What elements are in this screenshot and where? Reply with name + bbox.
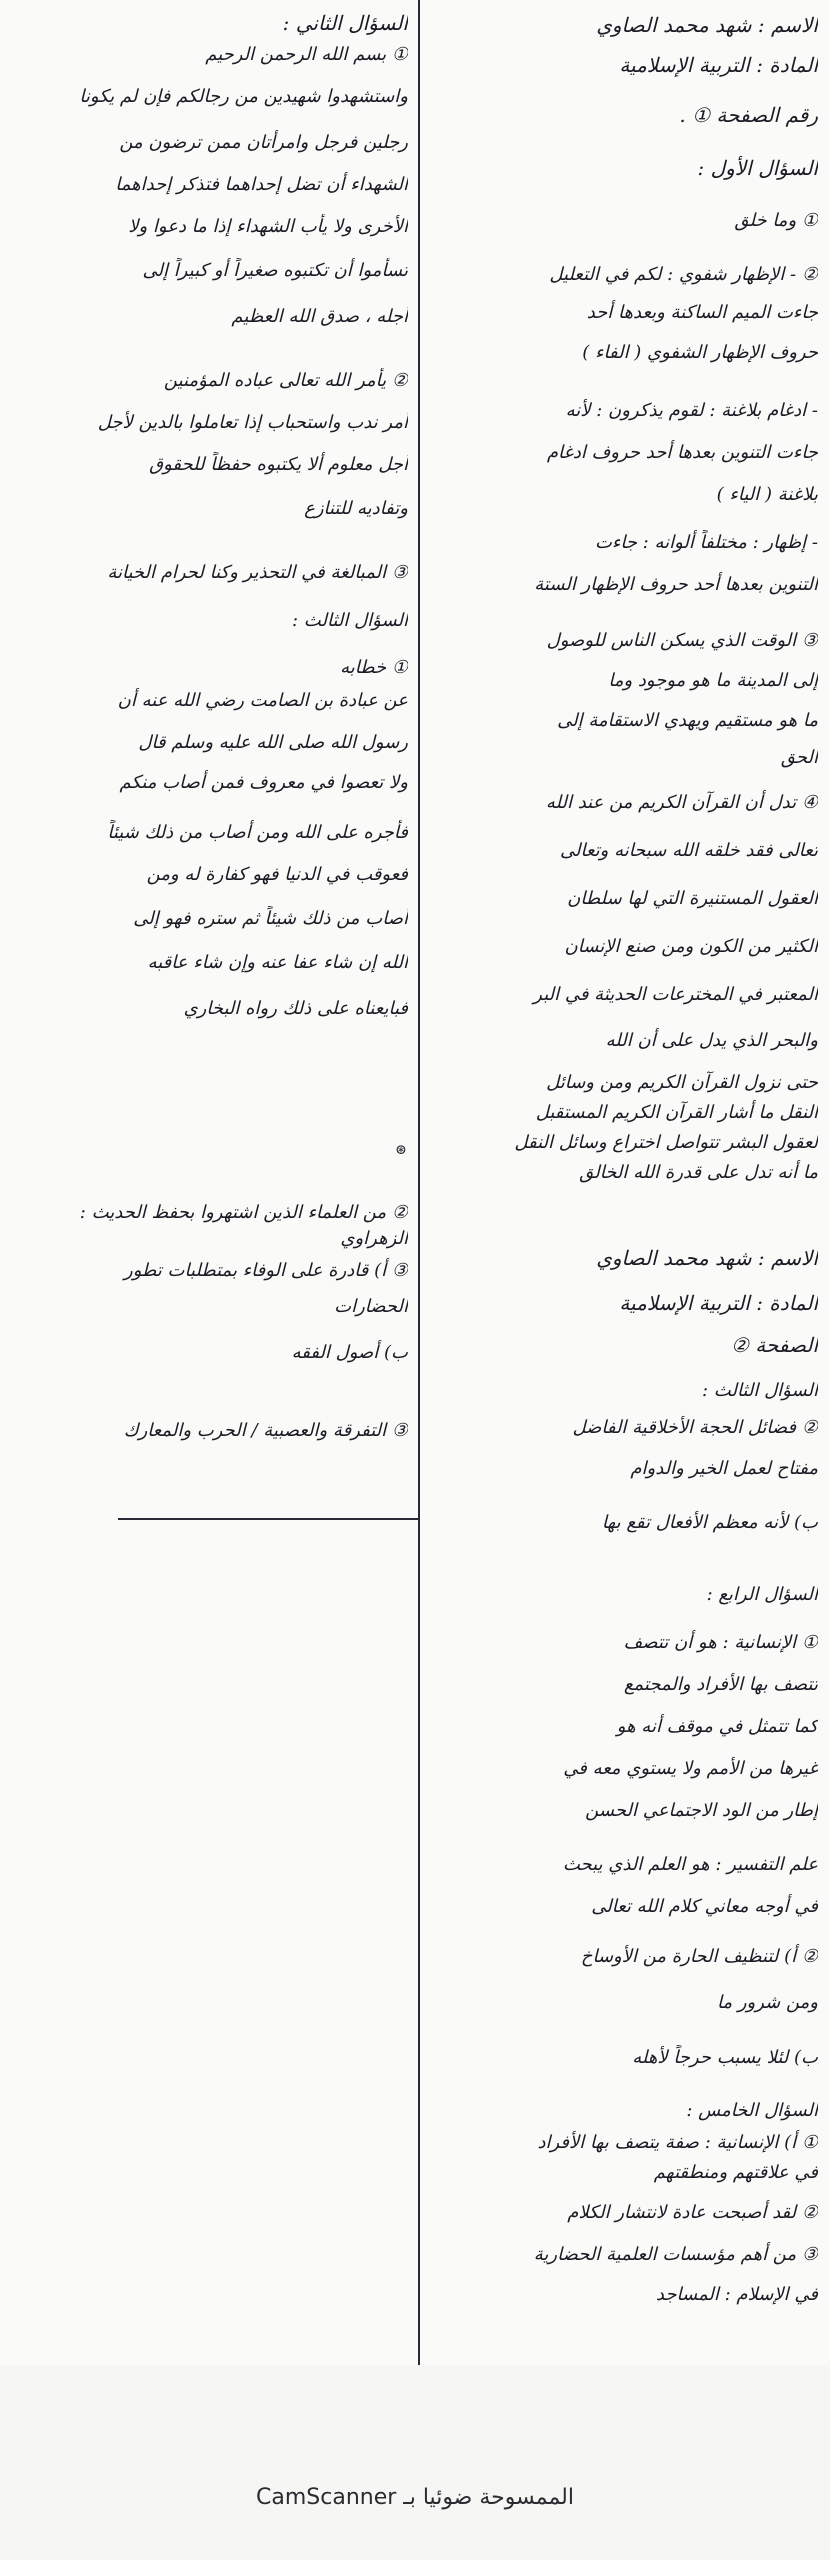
- handwritten-line: حروف الإظهار الشفوي ( الفاء ): [582, 342, 818, 363]
- handwritten-line: ب) أصول الفقه: [291, 1342, 408, 1363]
- handwritten-line: العقول المستنيرة التي لها سلطان: [567, 888, 818, 909]
- handwritten-line: التنوين بعدها أحد حروف الإظهار الستة: [534, 574, 818, 595]
- handwritten-line: لعقول البشر تتواصل اختراع وسائل النقل: [514, 1132, 818, 1153]
- handwritten-line: وتفاديه للتنازع: [304, 498, 408, 519]
- handwritten-line: الحق: [780, 747, 818, 768]
- handwritten-line: رقم الصفحة ① .: [679, 103, 818, 127]
- page-mark-icon: ⊛: [395, 1142, 407, 1158]
- handwritten-line: ب) لئلا يسبب حرجاً لأهله: [632, 2047, 818, 2068]
- handwritten-line: أجله ، صدق الله العظيم: [231, 306, 408, 327]
- handwritten-line: تعالى فقد خلقه الله سبحانه وتعالى: [559, 840, 818, 861]
- handwritten-line: ومن شرور ما: [716, 1992, 818, 2013]
- handwritten-line: تسأموا أن تكتبوه صغيراً أو كبيراً إلى: [142, 260, 408, 281]
- handwritten-line: ④ تدل أن القرآن الكريم من عند الله: [545, 792, 818, 813]
- handwritten-line: بلاغنة ( الياء ): [716, 484, 818, 505]
- handwritten-line: في علاقتهم ومنطقتهم: [653, 2162, 818, 2183]
- end-rule-line: [118, 1518, 418, 1520]
- handwritten-line: السؤال الثاني :: [282, 11, 408, 35]
- handwritten-line: الاسم : شهد محمد الصاوي: [596, 1246, 818, 1270]
- handwritten-line: رسول الله صلى الله عليه وسلم قال: [138, 732, 408, 753]
- handwritten-line: في أوجه معاني كلام الله تعالى: [591, 1896, 818, 1917]
- handwritten-line: إلى المدينة ما هو موجود وما: [608, 670, 818, 691]
- column-divider: [418, 0, 420, 2365]
- handwritten-line: ③ أ) قادرة على الوفاء بمتطلبات تطور: [124, 1260, 408, 1281]
- handwritten-line: ③ الوقت الذي يسكن الناس للوصول: [546, 630, 818, 651]
- handwritten-line: ① خطابه: [340, 657, 408, 678]
- handwritten-line: جاءت الميم الساكنة وبعدها أحد: [586, 302, 818, 323]
- handwritten-line: والبحر الذي يدل على أن الله: [605, 1030, 818, 1051]
- handwritten-line: ① الإنسانية : هو أن تتصف: [623, 1632, 818, 1653]
- handwritten-line: ① بسم الله الرحمن الرحيم: [205, 44, 408, 65]
- handwritten-line: فأجره على الله ومن أصاب من ذلك شيئاً: [107, 822, 408, 843]
- left-column: [8, 0, 408, 2365]
- handwritten-line: السؤال الأول :: [697, 156, 818, 180]
- handwritten-line: ما أنه تدل على قدرة الله الخالق: [579, 1162, 818, 1183]
- handwritten-line: ③ المبالغة في التحذير وكنا لحرام الخيانة: [107, 562, 408, 583]
- handwritten-line: فعوقب في الدنيا فهو كفارة له ومن: [146, 864, 408, 885]
- handwritten-line: - إظهار : مختلفاً ألوانه : جاءت: [594, 532, 818, 553]
- handwritten-line: ② فضائل الحجة الأخلاقية الفاضل: [572, 1417, 818, 1438]
- handwritten-line: تتصف بها الأفراد والمجتمع: [623, 1674, 818, 1695]
- handwritten-line: ولا تعصوا في معروف فمن أصاب منكم: [119, 772, 408, 793]
- handwritten-line: أمر ندب واستحباب إذا تعاملوا بالدين لأجل: [97, 412, 408, 433]
- handwritten-line: فبايعناه على ذلك رواه البخاري: [183, 998, 408, 1019]
- handwritten-line: الحضارات: [334, 1296, 408, 1317]
- handwritten-line: أصاب من ذلك شيئاً ثم ستره فهو إلى: [133, 908, 408, 929]
- handwritten-line: - ادغام بلاغنة : لقوم يذكرون : لأنه: [565, 400, 818, 421]
- right-column: [428, 0, 818, 2365]
- scanner-watermark: الممسوحة ضوئيا بـ CamScanner: [256, 2485, 574, 2510]
- handwritten-line: ② أ) لتنظيف الحارة من الأوساخ: [580, 1946, 818, 1967]
- handwritten-line: الشهداء أن تضل إحداهما فتذكر إحداهما: [115, 174, 408, 195]
- handwritten-line: الصفحة ②: [730, 1333, 818, 1357]
- handwritten-line: علم التفسير : هو العلم الذي يبحث: [562, 1854, 818, 1875]
- handwritten-line: ② - الإظهار شفوي : لكم في التعليل: [549, 264, 818, 285]
- handwritten-line: حتى نزول القرآن الكريم ومن وسائل: [546, 1072, 818, 1093]
- handwritten-line: رجلين فرجل وامرأتان ممن ترضون من: [119, 132, 408, 153]
- handwritten-line: كما تتمثل في موقف أنه هو: [616, 1716, 818, 1737]
- handwritten-line: ما هو مستقيم ويهدي الاستقامة إلى: [557, 710, 818, 731]
- handwritten-line: غيرها من الأمم ولا يستوي معه في: [563, 1758, 818, 1779]
- handwritten-line: ③ من أهم مؤسسات العلمية الحضارية: [533, 2244, 818, 2265]
- handwritten-line: جاءت التنوين بعدها أحد حروف ادغام: [546, 442, 818, 463]
- handwritten-line: الأخرى ولا يأب الشهداء إذا ما دعوا ولا: [128, 216, 408, 237]
- handwritten-line: مفتاح لعمل الخير والدوام: [630, 1458, 818, 1479]
- handwritten-line: أجل معلوم ألا يكتبوه حفظاً للحقوق: [149, 454, 408, 475]
- handwritten-line: المادة : التربية الإسلامية: [619, 53, 818, 77]
- handwritten-line: الله إن شاء عفا عنه وإن شاء عاقبه: [147, 952, 408, 973]
- handwritten-line: السؤال الخامس :: [686, 2100, 818, 2121]
- handwritten-line: ③ التفرقة والعصبية / الحرب والمعارك: [123, 1420, 408, 1441]
- handwritten-line: ② لقد أصبحت عادة لانتشار الكلام: [567, 2202, 818, 2223]
- handwritten-line: ① أ) الإنسانية : صفة يتصف بها الأفراد: [537, 2132, 818, 2153]
- handwritten-line: ب) لأنه معظم الأفعال تقع بها: [601, 1512, 818, 1533]
- handwritten-line: الاسم : شهد محمد الصاوي: [596, 13, 818, 37]
- handwritten-line: عن عبادة بن الصامت رضي الله عنه أن: [117, 690, 408, 711]
- handwritten-line: النقل ما أشار القرآن الكريم المستقبل: [535, 1102, 818, 1123]
- handwritten-line: السؤال الثالث :: [292, 610, 408, 631]
- handwritten-line: إطار من الود الاجتماعي الحسن: [585, 1800, 818, 1821]
- handwritten-line: الكثير من الكون ومن صنع الإنسان: [564, 936, 818, 957]
- handwritten-line: الزهراوي: [340, 1228, 408, 1249]
- handwritten-line: السؤال الرابع :: [706, 1584, 818, 1605]
- handwritten-line: السؤال الثالث :: [702, 1380, 818, 1401]
- handwritten-line: المادة : التربية الإسلامية: [619, 1291, 818, 1315]
- handwritten-line: ① وما خلق: [734, 210, 818, 231]
- handwritten-line: المعتبر في المخترعات الحديثة في البر: [533, 984, 818, 1005]
- handwritten-line: واستشهدوا شهيدين من رجالكم فإن لم يكونا: [79, 86, 408, 107]
- handwritten-line: في الإسلام : المساجد: [655, 2284, 818, 2305]
- handwritten-line: ② يأمر الله تعالى عباده المؤمنين: [163, 370, 408, 391]
- handwritten-line: ② من العلماء الذين اشتهروا بحفظ الحديث :: [79, 1202, 408, 1223]
- scanner-footer: [0, 2365, 830, 2560]
